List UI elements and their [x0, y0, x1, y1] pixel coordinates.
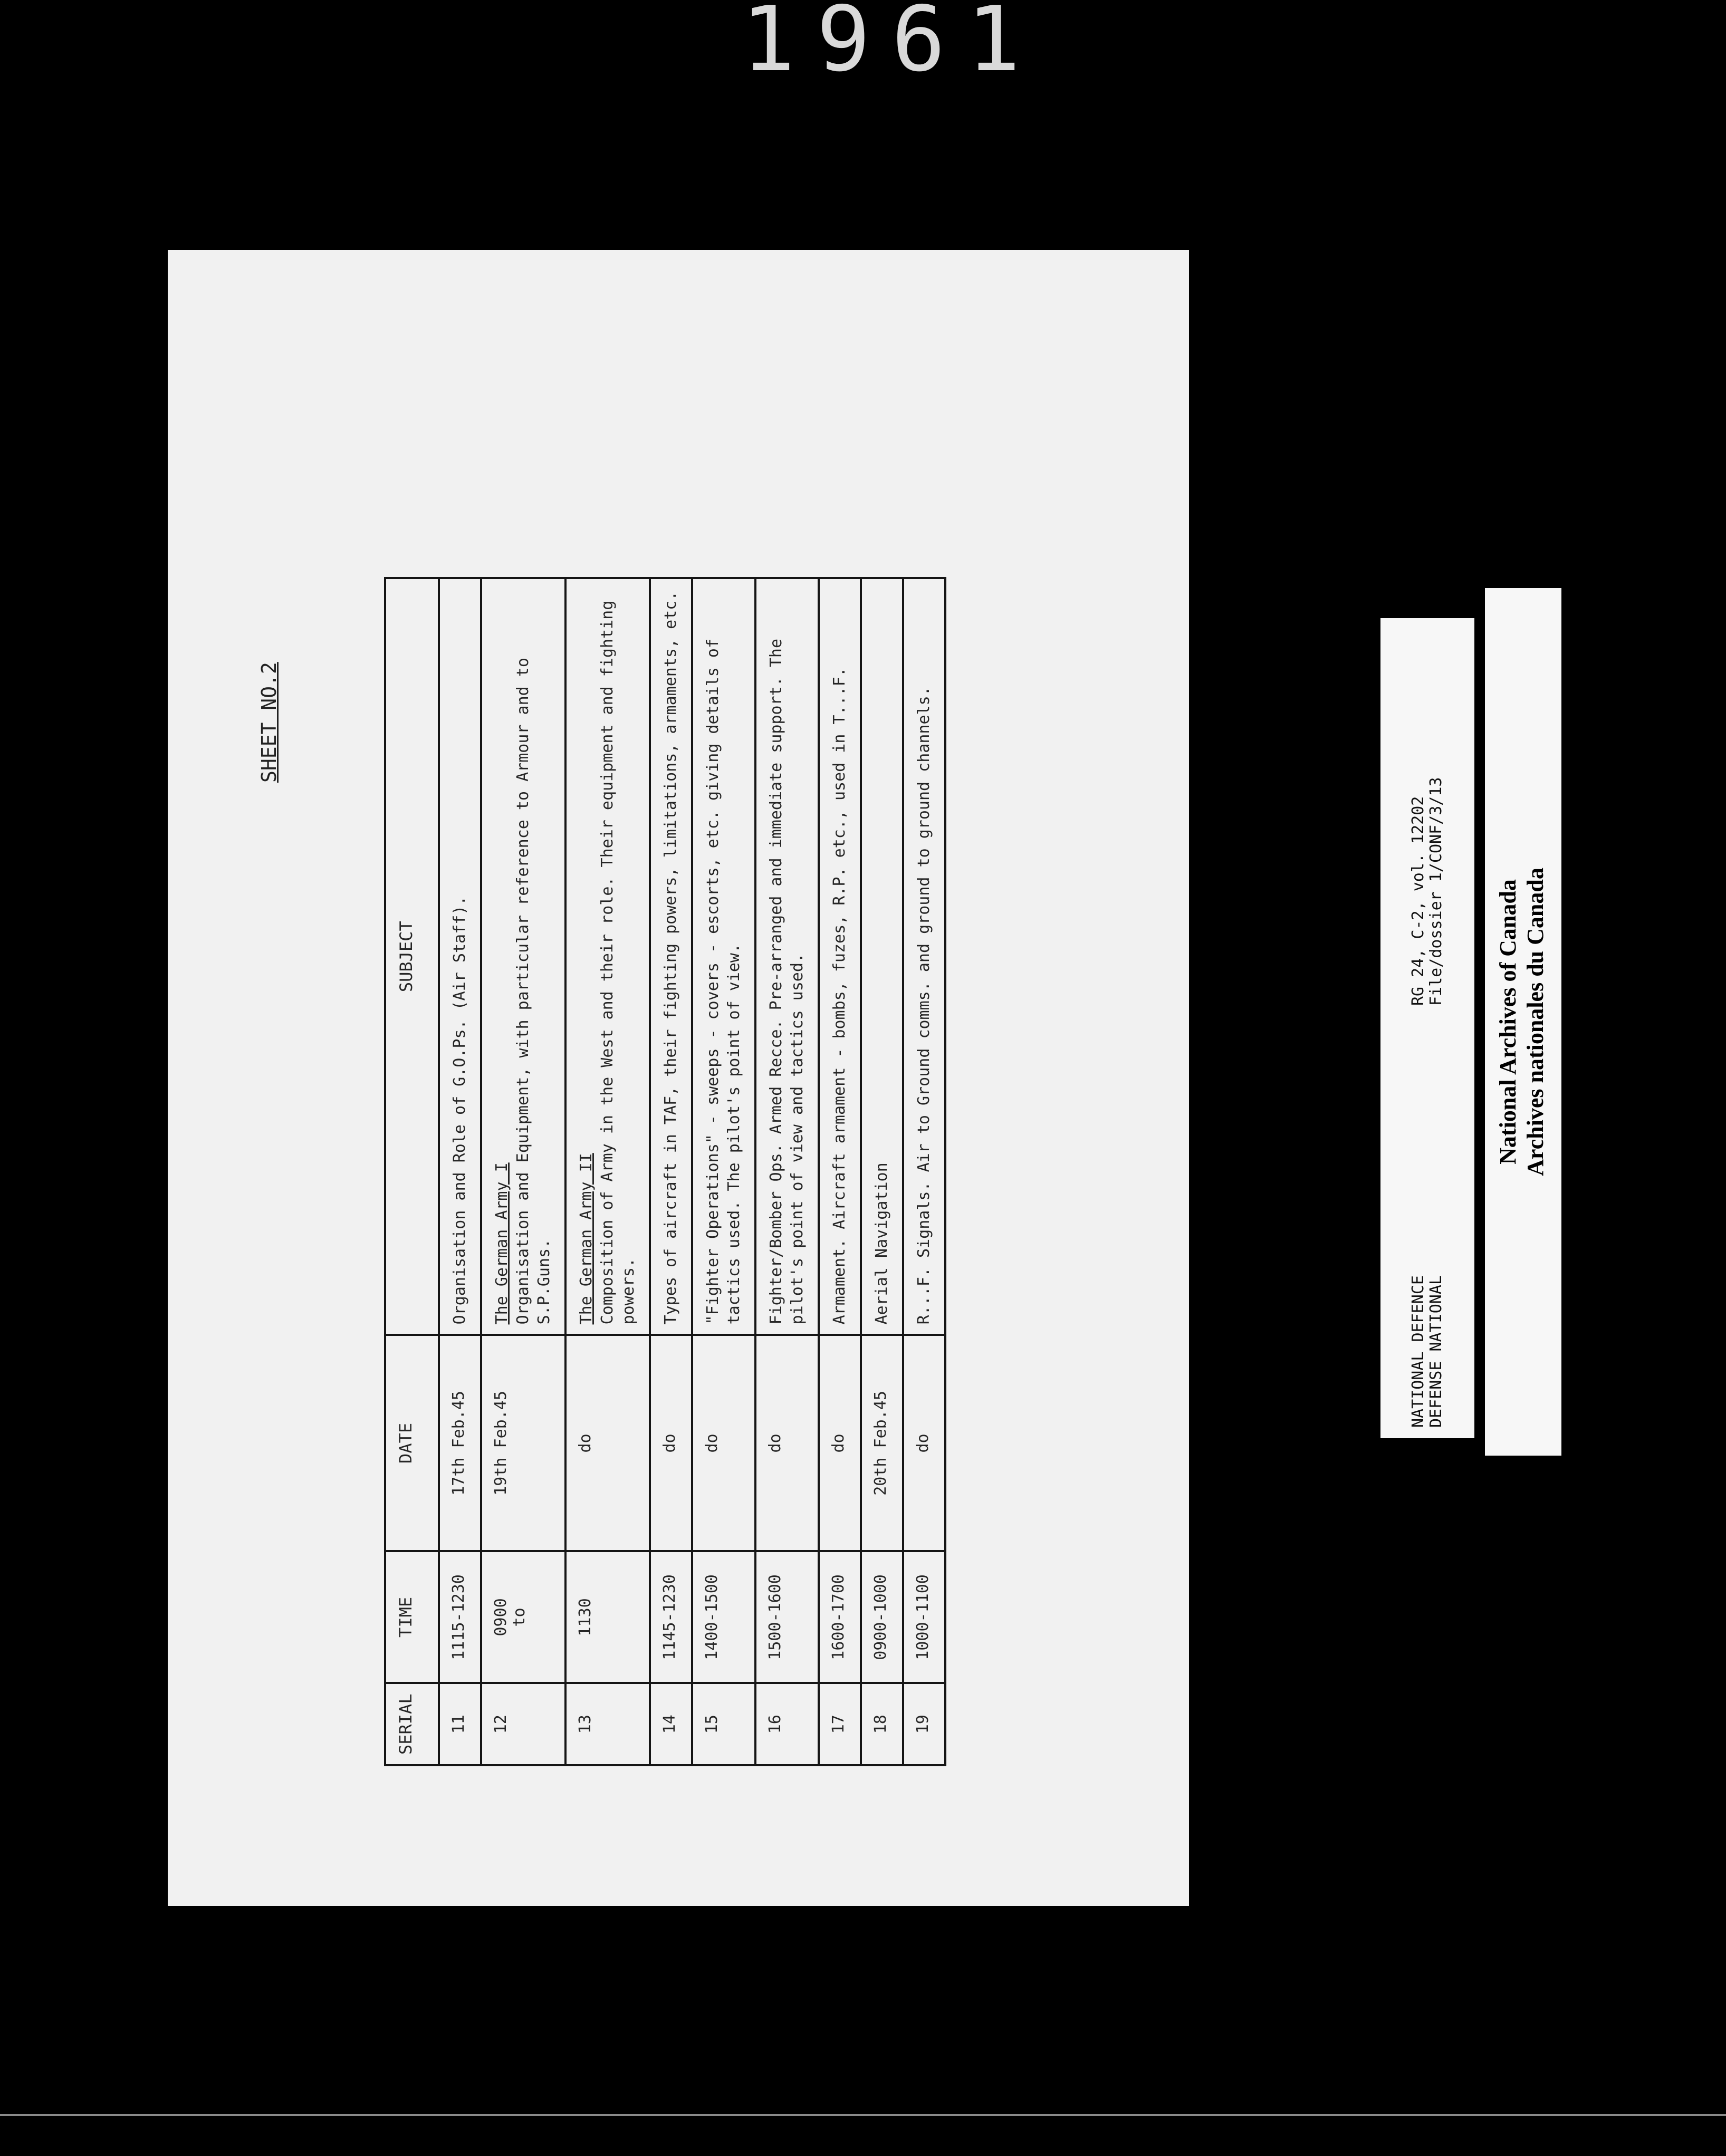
table-row	[439, 578, 481, 1765]
date-cell: do	[565, 1335, 650, 1551]
time-cell: 1600-1700	[819, 1551, 861, 1683]
table-row	[565, 578, 650, 1765]
table-row	[819, 578, 861, 1765]
subject-text: R...F. Signals. Air to Ground comms. and ground to ground channels.	[915, 686, 933, 1325]
subject-cell	[481, 578, 565, 1335]
subject-text: Fighter/Bomber Ops. Armed Recce. Pre-arranged and immediate support. The pilot's point of view and tactics used.	[767, 638, 807, 1325]
header-row	[385, 578, 439, 1765]
department-name	[1409, 1269, 1445, 1428]
record-reference	[1409, 626, 1445, 1006]
table-row	[861, 578, 903, 1765]
table-row	[650, 578, 692, 1765]
frame-number: 1961	[741, 0, 1042, 79]
serial-cell: 17	[819, 1683, 861, 1765]
serial-cell: 18	[861, 1683, 903, 1765]
archive-name-en: National Archives of Canada	[1495, 879, 1521, 1164]
subject-text: Organisation and Role of G.O.Ps. (Air Staff).	[450, 896, 469, 1325]
subject-cell	[650, 578, 692, 1335]
subject-text: Aerial Navigation	[872, 1162, 891, 1325]
subject-cell	[903, 578, 945, 1335]
subject-cell	[755, 578, 819, 1335]
col-time-header: TIME	[385, 1551, 439, 1683]
serial-cell: 12	[481, 1683, 565, 1765]
subject-cell	[819, 578, 861, 1335]
subject-text: Composition of Army in the West and their role. Their equipment and fighting powers.	[598, 600, 638, 1325]
table-row	[481, 578, 565, 1765]
time-cell: 1500-1600	[755, 1551, 819, 1683]
file-reference: File/dossier 1/CONF/3/13	[1427, 777, 1445, 1006]
subject-text: "Fighter Operations" - sweeps - covers - escorts, etc. giving details of tactics used. The pilot's point of view.	[704, 638, 743, 1325]
time-cell: 1130	[565, 1551, 650, 1683]
serial-cell: 16	[755, 1683, 819, 1765]
serial-cell: 19	[903, 1683, 945, 1765]
department-fr: DEFENSE NATIONAL	[1427, 1275, 1445, 1428]
subject-cell	[861, 578, 903, 1335]
subject-heading: The German Army II	[577, 1153, 596, 1325]
col-subject-header: SUBJECT	[385, 578, 439, 1335]
sheet-title: SHEET NO.2	[257, 662, 281, 783]
time-cell: 1000-1100	[903, 1551, 945, 1683]
department-en: NATIONAL DEFENCE	[1409, 1275, 1427, 1428]
subject-text: Types of aircraft in TAF, their fighting powers, limitations, armaments, etc.	[661, 591, 680, 1325]
time-cell: 1400-1500	[692, 1551, 755, 1683]
date-cell: do	[819, 1335, 861, 1551]
subject-cell	[439, 578, 481, 1335]
date-cell: do	[650, 1335, 692, 1551]
col-date-header: DATE	[385, 1335, 439, 1551]
time-cell: 1115-1230	[439, 1551, 481, 1683]
subject-heading: The German Army I	[493, 1162, 511, 1325]
table-row	[692, 578, 755, 1765]
time-cell: 0900-1000	[861, 1551, 903, 1683]
archive-name-fr: Archives nationales du Canada	[1522, 868, 1548, 1176]
archive-ref-label	[1380, 618, 1474, 1438]
record-group: RG 24, C-2, vol. 12202	[1409, 796, 1427, 1006]
document-page	[168, 250, 1189, 1906]
subject-text: Armament. Aircraft armament - bombs, fuzes, R.P. etc., used in T...F.	[830, 667, 849, 1325]
schedule-table	[384, 577, 946, 1766]
subject-cell	[692, 578, 755, 1335]
date-cell: do	[903, 1335, 945, 1551]
serial-cell: 11	[439, 1683, 481, 1765]
date-cell: 20th Feb.45	[861, 1335, 903, 1551]
serial-cell: 13	[565, 1683, 650, 1765]
archive-name	[1494, 588, 1549, 1456]
frame-edge-line	[0, 2114, 1726, 2116]
table-row	[903, 578, 945, 1765]
serial-cell: 15	[692, 1683, 755, 1765]
date-cell: do	[692, 1335, 755, 1551]
archive-name-label	[1485, 588, 1561, 1456]
table-row	[755, 578, 819, 1765]
time-cell: 1145-1230	[650, 1551, 692, 1683]
time-cell: 0900 to	[481, 1551, 565, 1683]
subject-text: Organisation and Equipment, with particular reference to Armour and to S.P.Guns.	[514, 658, 553, 1325]
date-cell: do	[755, 1335, 819, 1551]
serial-cell: 14	[650, 1683, 692, 1765]
date-cell: 17th Feb.45	[439, 1335, 481, 1551]
rotated-sheet	[168, 250, 1189, 1906]
col-serial-header: SERIAL	[385, 1683, 439, 1765]
subject-cell	[565, 578, 650, 1335]
date-cell: 19th Feb.45	[481, 1335, 565, 1551]
